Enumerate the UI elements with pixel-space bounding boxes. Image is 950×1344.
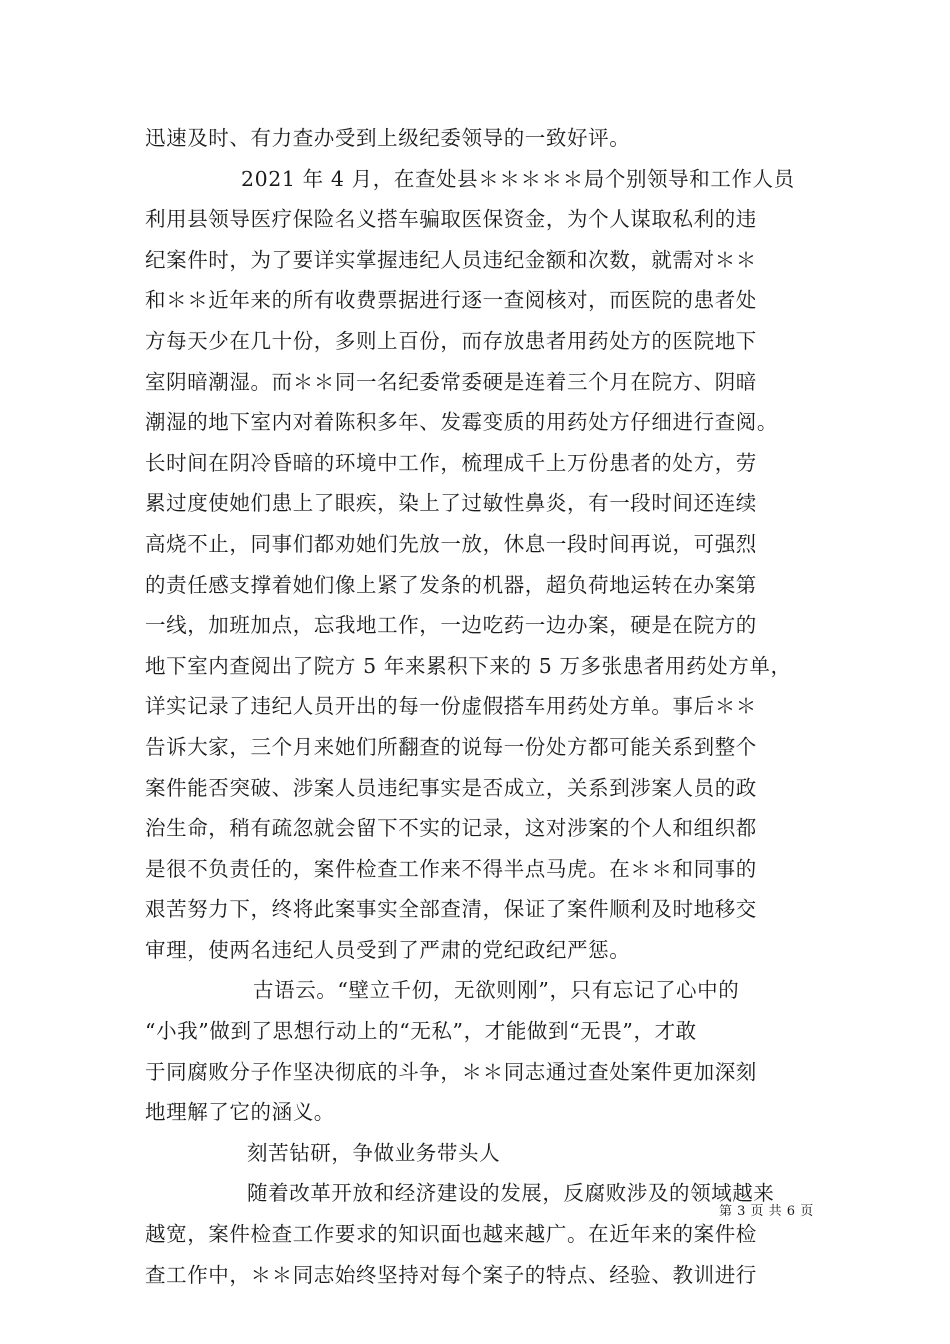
body-text [145,118,825,1295]
text-line: 的责任感支撑着她们像上紧了发条的机器，超负荷地运转在办案第 [145,572,757,597]
text-line: 室阴暗潮湿。而＊＊同一名纪委常委硬是连着三个月在院方、阴暗 [145,369,757,394]
text-line: 告诉大家，三个月来她们所翻查的说每一份处方都可能关系到整个 [145,734,757,759]
text-line: “小我”做到了思想行动上的“无私”，才能做到“无畏”，才敢 [145,1019,697,1044]
text-line: 利用县领导医疗保险名义搭车骗取医保资金，为个人谋取私利的违 [145,207,757,232]
text-line: 和＊＊近年来的所有收费票据进行逐一查阅核对，而医院的患者处 [145,288,757,313]
text-line: 方每天少在几十份，多则上百份，而存放患者用药处方的医院地下 [145,328,757,353]
text-line: 治生命，稍有疏忽就会留下不实的记录，这对涉案的个人和组织都 [145,816,757,841]
text-line: 纪案件时，为了要详实掌握违纪人员违纪金额和次数，就需对＊＊ [145,247,757,272]
text-line: 潮湿的地下室内对着陈积多年、发霉变质的用药处方仔细进行查阅。 [145,410,778,435]
text-line: 累过度使她们患上了眼疾，染上了过敏性鼻炎，有一段时间还连续 [145,491,757,516]
text-line: 地下室内查阅出了院方 5 年来累积下来的 5 万多张患者用药处方单， [145,653,792,678]
text-line: 越宽，案件检查工作要求的知识面也越来越广。在近年来的案件检 [145,1222,757,1247]
text-line: 审理，使两名违纪人员受到了严肃的党纪政纪严惩。 [145,937,631,962]
text-line: 一线，加班加点，忘我地工作，一边吃药一边办案，硬是在院方的 [145,613,757,638]
text-line: 长时间在阴冷昏暗的环境中工作，梳理成千上万份患者的处方，劳 [145,450,757,475]
text-line: 2021 年 4 月，在查处县＊＊＊＊＊局个别领导和工作人员 [241,166,795,191]
text-line: 是很不负责任的，案件检查工作来不得半点马虎。在＊＊和同事的 [145,856,757,881]
section-heading: 刻苦钻研，争做业务带头人 [247,1140,501,1165]
text-line: 随着改革开放和经济建设的发展，反腐败涉及的领域越来 [247,1181,775,1206]
text-line: 案件能否突破、涉案人员违纪事实是否成立，关系到涉案人员的政 [145,775,757,800]
text-line: 查工作中，＊＊同志始终坚持对每个案子的特点、经验、教训进行 [145,1262,757,1287]
text-line: 迅速及时、有力查办受到上级纪委领导的一致好评。 [145,126,631,150]
page-number: 第 3 页 共 6 页 [719,1204,814,1219]
text-line: 于同腐败分子作坚决彻底的斗争，＊＊同志通过查处案件更加深刻 [145,1059,757,1084]
text-line: 地理解了它的涵义。 [145,1100,335,1125]
text-line: 详实记录了违纪人员开出的每一份虚假搭车用药处方单。事后＊＊ [145,694,757,719]
text-line: 高烧不止，同事们都劝她们先放一放，休息一段时间再说，可强烈 [145,531,757,556]
text-line: 艰苦努力下，终将此案事实全部查清，保证了案件顺利及时地移交 [145,897,757,922]
text-line: 古语云。“壁立千仞，无欲则刚”，只有忘记了心中的 [253,978,740,1003]
